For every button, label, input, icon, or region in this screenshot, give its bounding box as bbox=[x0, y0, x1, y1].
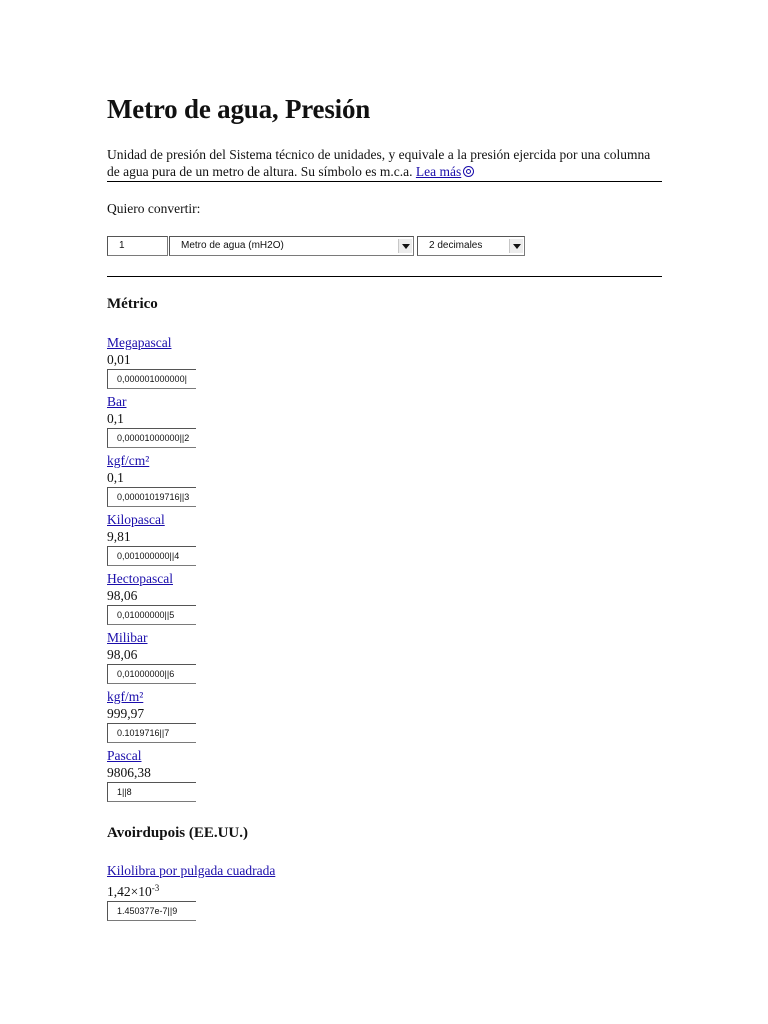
unit-value: 0,1 bbox=[107, 470, 124, 485]
unit-link[interactable]: Milibar bbox=[107, 630, 148, 645]
unit-item bbox=[107, 452, 307, 507]
unit-value bbox=[107, 879, 307, 901]
unit-select-value: Metro de agua (mH2O) bbox=[181, 240, 284, 251]
unit-factor-field[interactable]: 0,01000000||6 bbox=[107, 664, 196, 684]
chevron-down-icon[interactable] bbox=[398, 239, 412, 253]
unit-factor-field[interactable]: 0,000001000000| bbox=[107, 369, 196, 389]
unit-item bbox=[107, 862, 307, 921]
divider bbox=[107, 276, 662, 277]
value-input[interactable]: 1 bbox=[107, 236, 168, 256]
unit-factor-field[interactable]: 0.1019716||7 bbox=[107, 723, 196, 743]
convert-label: Quiero convertir: bbox=[107, 201, 201, 216]
unit-item bbox=[107, 747, 307, 802]
decimals-select[interactable] bbox=[417, 236, 525, 256]
unit-value: 9,81 bbox=[107, 529, 131, 544]
unit-item bbox=[107, 629, 307, 684]
unit-item bbox=[107, 511, 307, 566]
page-title: Metro de agua, Presión bbox=[107, 94, 371, 124]
unit-select[interactable] bbox=[169, 236, 414, 256]
unit-value: 0,01 bbox=[107, 352, 131, 367]
unit-item bbox=[107, 334, 307, 389]
description-text: Unidad de presión del Sistema técnico de unidades, y equivale a la presión ejercida por una columna de agua pura de un metro de altura. Su símbolo es m.c.a. bbox=[107, 147, 651, 179]
unit-link[interactable]: Kilolibra por pulgada cuadrada bbox=[107, 863, 276, 878]
unit-value: 98,06 bbox=[107, 647, 138, 662]
unit-link[interactable]: Hectopascal bbox=[107, 571, 173, 586]
unit-value: 98,06 bbox=[107, 588, 138, 603]
unit-item bbox=[107, 393, 307, 448]
unit-value: 999,97 bbox=[107, 706, 145, 721]
value-mantissa: 1,42×10 bbox=[107, 884, 152, 899]
unit-description bbox=[107, 146, 662, 180]
value-exponent: -3 bbox=[151, 883, 160, 893]
unit-link[interactable]: kgf/m² bbox=[107, 689, 144, 704]
decimals-select-value: 2 decimales bbox=[429, 240, 483, 251]
section-title-avoirdupois: Avoirdupois (EE.UU.) bbox=[107, 825, 248, 841]
unit-link[interactable]: Pascal bbox=[107, 748, 142, 763]
unit-factor-field[interactable]: 1.450377e-7||9 bbox=[107, 901, 196, 921]
unit-value: 9806,38 bbox=[107, 765, 151, 780]
unit-factor-field[interactable]: 0,00001019716||3 bbox=[107, 487, 196, 507]
read-more-link[interactable]: Lea más bbox=[416, 164, 474, 179]
unit-item bbox=[107, 570, 307, 625]
unit-item bbox=[107, 688, 307, 743]
unit-link[interactable]: Megapascal bbox=[107, 335, 172, 350]
unit-link[interactable]: Kilopascal bbox=[107, 512, 165, 527]
divider bbox=[107, 181, 662, 182]
unit-link[interactable]: kgf/cm² bbox=[107, 453, 150, 468]
external-link-icon bbox=[463, 166, 474, 177]
chevron-down-icon[interactable] bbox=[509, 239, 523, 253]
unit-factor-field[interactable]: 0,00001000000||2 bbox=[107, 428, 196, 448]
unit-factor-field[interactable]: 0,01000000||5 bbox=[107, 605, 196, 625]
unit-factor-field[interactable]: 1||8 bbox=[107, 782, 196, 802]
section-title-metric: Métrico bbox=[107, 296, 158, 312]
unit-value: 0,1 bbox=[107, 411, 124, 426]
unit-link[interactable]: Bar bbox=[107, 394, 127, 409]
unit-factor-field[interactable]: 0,001000000||4 bbox=[107, 546, 196, 566]
